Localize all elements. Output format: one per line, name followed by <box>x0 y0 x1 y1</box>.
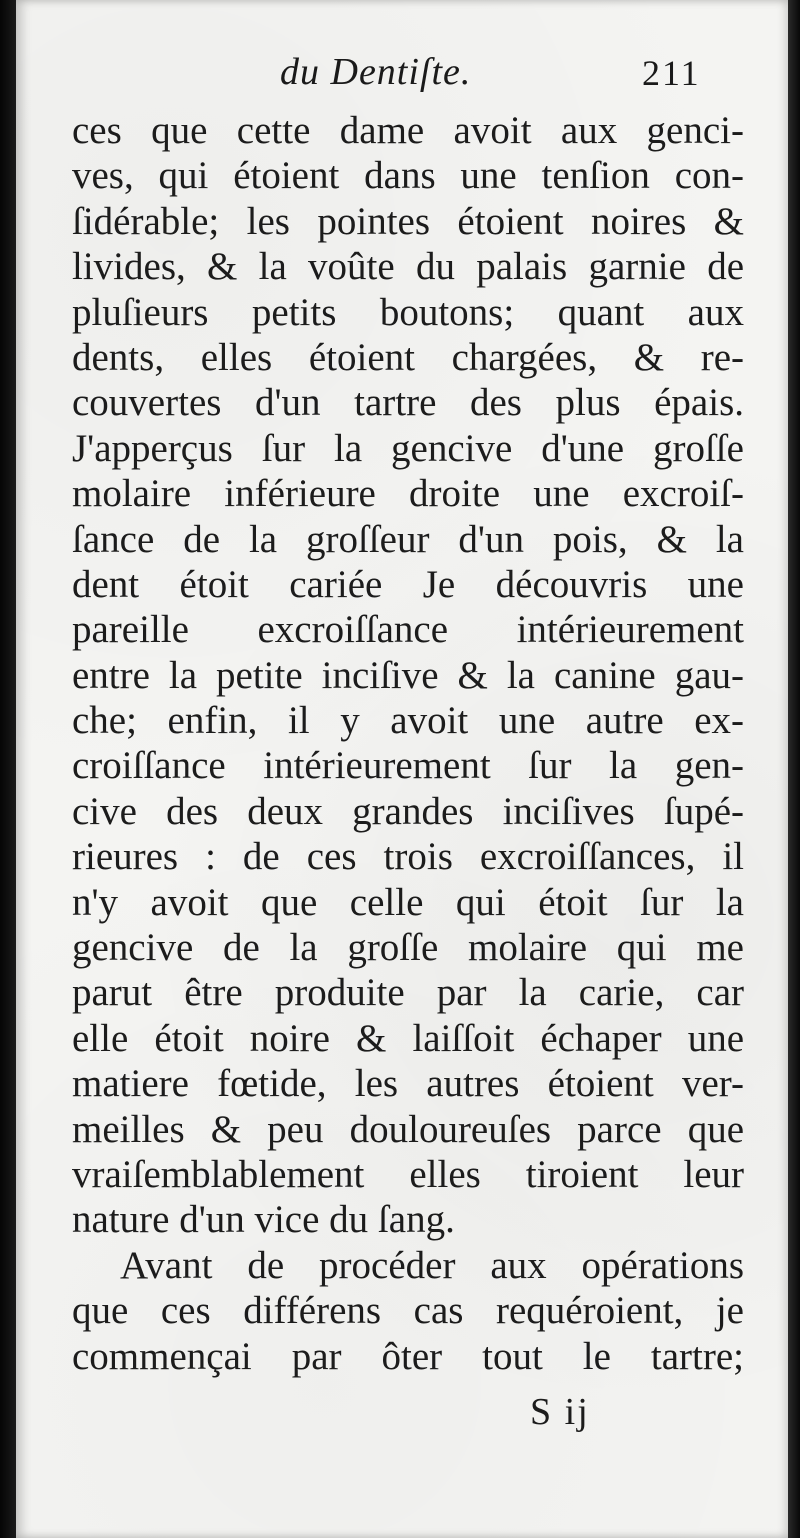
running-title: du Dentiſte. <box>280 51 472 93</box>
paragraph-start-line: Avant de procéder aux opérations <box>120 1243 744 1287</box>
page-number: 211 <box>642 53 701 93</box>
text-line: ſidérable; les pointes étoient noires & <box>72 199 744 243</box>
text-line: pluſieurs petits boutons; quant aux <box>72 290 744 334</box>
book-page <box>16 0 788 1538</box>
page-header <box>16 50 788 100</box>
text-line: J'apperçus ſur la gencive d'une groſſe <box>72 426 744 470</box>
scan-edge-left <box>0 0 16 1538</box>
scan-edge-right <box>788 0 800 1538</box>
text-line: rieures : de ces trois excroiſſances, il <box>72 835 744 879</box>
text-line: parut être produite par la carie, car <box>72 971 744 1015</box>
text-line: pareille excroiſſance intérieurement <box>72 608 744 652</box>
text-line: matiere fœtide, les autres étoient ver- <box>72 1062 744 1106</box>
paragraph-end-line: nature d'un vice du ſang. <box>72 1198 455 1242</box>
text-line: croiſſance intérieurement ſur la gen- <box>72 744 744 788</box>
text-line: dents, elles étoient chargées, & re- <box>72 335 744 379</box>
text-line: vraiſemblablement elles tiroient leur <box>72 1152 744 1196</box>
text-line: che; enfin, il y avoit une autre ex- <box>72 699 744 743</box>
text-line: meilles & peu douloureuſes parce que <box>72 1107 744 1151</box>
text-line: entre la petite inciſive & la canine gau- <box>72 653 744 697</box>
text-line: commençai par ôter tout le tartre; <box>72 1334 744 1378</box>
text-line: elle étoit noire & laiſſoit échaper une <box>72 1016 744 1060</box>
text-line: ces que cette dame avoit aux genci- <box>72 109 744 152</box>
text-line: n'y avoit que celle qui étoit ſur la <box>72 880 744 924</box>
text-line: gencive de la groſſe molaire qui me <box>72 926 744 970</box>
text-line: ves, qui étoient dans une tenſion con- <box>72 154 744 198</box>
signature-mark: S ij <box>530 1391 590 1433</box>
text-line: que ces différens cas requéroient, je <box>72 1289 744 1333</box>
text-line: dent étoit cariée Je découvris une <box>72 562 744 606</box>
text-line: livides, & la voûte du palais garnie de <box>72 245 744 289</box>
body-text <box>72 108 744 1379</box>
text-line: cive des deux grandes inciſives ſupé- <box>72 789 744 833</box>
text-line: couvertes d'un tartre des plus épais. <box>72 381 744 425</box>
text-line: ſance de la groſſeur d'un pois, & la <box>72 517 744 561</box>
text-line: molaire inférieure droite une excroiſ- <box>72 472 744 516</box>
